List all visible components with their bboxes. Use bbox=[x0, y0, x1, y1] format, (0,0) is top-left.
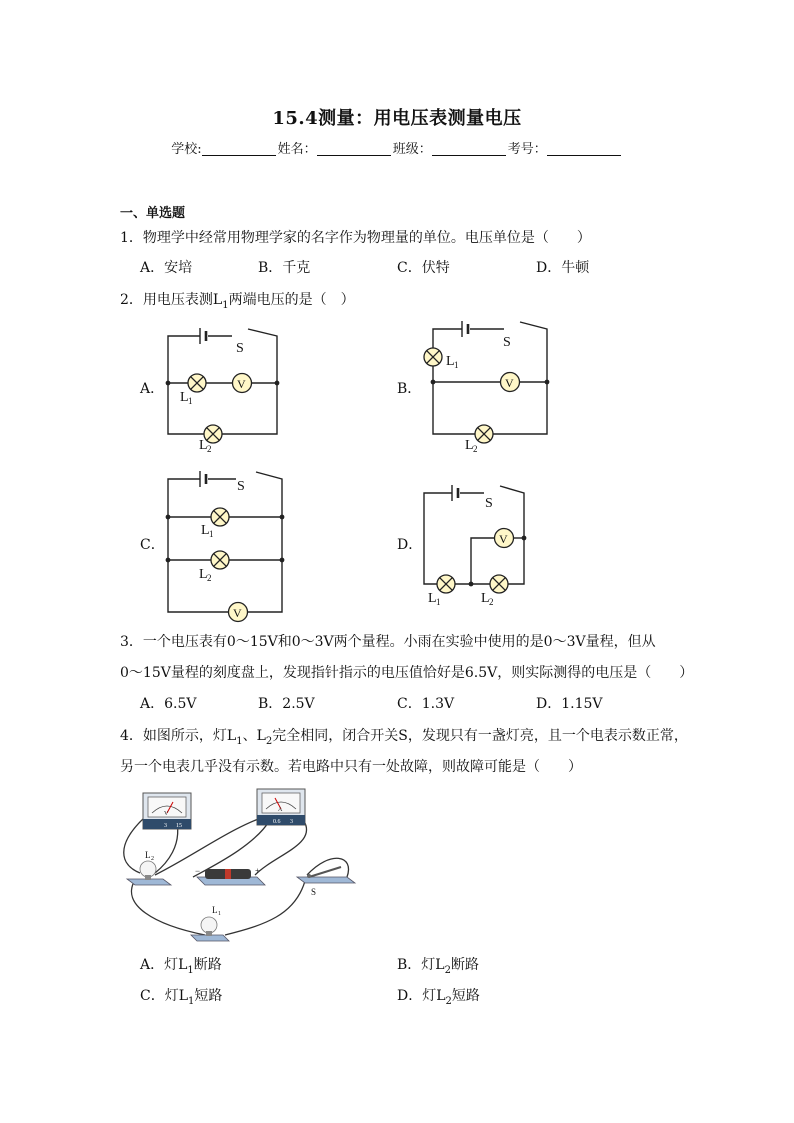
q4-option-b[interactable] bbox=[397, 955, 479, 981]
circuit-a bbox=[168, 328, 277, 434]
q4-option-a[interactable] bbox=[140, 955, 222, 981]
label-a-l1: L bbox=[180, 390, 189, 405]
q4-stem-l1: L bbox=[226, 728, 237, 744]
fig-l1-label: L bbox=[212, 905, 218, 915]
lamp-b-l2-icon bbox=[475, 425, 493, 443]
section-heading: 一、单选题 bbox=[120, 206, 186, 221]
q1-option-b[interactable]: B．千克 bbox=[258, 260, 311, 276]
q2-option-a[interactable]: A． bbox=[140, 381, 165, 397]
q4-d-sub: 2 bbox=[445, 995, 452, 1007]
q4-c-pre: C．灯 bbox=[140, 988, 179, 1004]
school-label: 学校: bbox=[171, 142, 202, 157]
q3-option-a[interactable]: A．6.5V bbox=[140, 696, 197, 712]
class-label: 班级： bbox=[392, 142, 432, 157]
switch-icon bbox=[297, 867, 355, 897]
lamp-d-l2-icon bbox=[490, 575, 508, 593]
name-label: 姓名： bbox=[277, 142, 317, 157]
q4-d-l: L bbox=[436, 988, 446, 1004]
label-d-l1: L bbox=[428, 591, 437, 606]
lamp-a-l1-icon bbox=[188, 374, 206, 392]
q4-a-l: L bbox=[178, 957, 188, 973]
q2-option-d[interactable]: D． bbox=[397, 537, 423, 553]
page-title: 15.4测量：用电压表测量电压 bbox=[272, 108, 522, 129]
label-c-l1-sub: 1 bbox=[209, 529, 214, 539]
q4-stem-p2: 完全相同，闭合开关S，发现只有一盏灯亮，且一个电表示数正常， bbox=[272, 728, 688, 744]
q2-stem-text: 2．用电压表测 bbox=[120, 292, 213, 308]
question-3-stem-line1: 3．一个电压表有0～15V和0～3V两个量程。小雨在实验中使用的是0～3V量程，但从 bbox=[120, 634, 656, 650]
question-4-stem-line2: 另一个电表几乎没有示数。若电路中只有一处故障，则故障可能是（ ） bbox=[120, 759, 582, 775]
q3-option-b[interactable]: B．2.5V bbox=[258, 696, 315, 712]
label-b-l2: L bbox=[465, 438, 474, 453]
q3-option-d[interactable]: D．1.15V bbox=[536, 696, 603, 712]
q4-option-d[interactable] bbox=[397, 986, 480, 1012]
fig-battery-plus: + bbox=[255, 866, 261, 876]
q1-option-c[interactable]: C．伏特 bbox=[397, 260, 450, 276]
voltmeter-device-icon bbox=[143, 793, 191, 829]
q4-stem-l2: L bbox=[256, 728, 266, 744]
bulb-l2-icon bbox=[127, 850, 171, 885]
label-a-v: V bbox=[237, 377, 246, 391]
bulb-l1-icon bbox=[191, 905, 229, 941]
label-b-v: V bbox=[505, 376, 514, 390]
circuit-c bbox=[168, 471, 282, 612]
label-c-s: S bbox=[237, 479, 245, 494]
q4-stem-sep: 、 bbox=[242, 728, 257, 744]
lamp-c-l2-icon bbox=[211, 551, 229, 569]
q2-stem-sub: 1 bbox=[222, 299, 229, 311]
circuit-b bbox=[433, 321, 547, 434]
q4-physical-circuit-figure bbox=[115, 785, 365, 950]
question-1-stem: 1．物理学中经常用物理学家的名字作为物理量的单位。电压单位是（ ） bbox=[120, 230, 591, 246]
q4-stem-l2-sub: 2 bbox=[265, 735, 273, 747]
label-c-l2: L bbox=[199, 567, 208, 582]
q4-stem-l1-sub: 1 bbox=[236, 735, 243, 747]
fig-battery-minus: − bbox=[195, 866, 201, 876]
label-a-l2: L bbox=[199, 438, 208, 453]
q4-b-post: 断路 bbox=[450, 957, 479, 973]
question-4-stem-line1 bbox=[120, 726, 688, 752]
q3-option-c[interactable]: C．1.3V bbox=[397, 696, 455, 712]
q4-c-l: L bbox=[178, 988, 189, 1004]
q4-b-pre: B．灯 bbox=[397, 957, 436, 973]
q2-option-c[interactable]: C． bbox=[140, 537, 165, 553]
label-d-l1-sub: 1 bbox=[436, 597, 441, 607]
label-d-l2: L bbox=[481, 591, 490, 606]
lamp-c-l1-icon bbox=[211, 508, 229, 526]
q4-c-post: 短路 bbox=[194, 988, 223, 1004]
q2-stem-L: L bbox=[212, 292, 223, 308]
ammeter-device-icon bbox=[257, 789, 305, 825]
fig-a-t3: 0.6 bbox=[273, 819, 281, 825]
q1-option-a[interactable]: A．安培 bbox=[140, 260, 193, 276]
fig-a-t4: 3 bbox=[290, 819, 293, 825]
q4-d-post: 短路 bbox=[451, 988, 480, 1004]
fig-l2-sub: 2 bbox=[151, 856, 154, 862]
q4-b-l: L bbox=[435, 957, 445, 973]
fig-switch-label: S bbox=[311, 887, 317, 897]
q2-option-b[interactable]: B． bbox=[397, 381, 422, 397]
fig-l1-sub: 1 bbox=[218, 911, 221, 917]
label-d-s: S bbox=[485, 496, 493, 511]
label-c-l1: L bbox=[201, 523, 210, 538]
q4-a-pre: A．灯 bbox=[140, 957, 179, 973]
label-a-s: S bbox=[236, 341, 244, 356]
label-a-l2-sub: 2 bbox=[207, 444, 212, 454]
exam-no-label: 考号： bbox=[507, 142, 547, 157]
label-a-l1-sub: 1 bbox=[188, 396, 193, 406]
q4-stem-p1: 4．如图所示，灯 bbox=[120, 728, 227, 744]
label-c-l2-sub: 2 bbox=[207, 573, 212, 583]
label-c-v: V bbox=[233, 606, 242, 620]
fig-l2-label: L bbox=[145, 850, 151, 860]
label-b-l2-sub: 2 bbox=[473, 444, 478, 454]
q4-c-sub: 1 bbox=[188, 995, 195, 1007]
label-d-l2-sub: 2 bbox=[489, 597, 494, 607]
lamp-b-l1-icon bbox=[424, 348, 442, 366]
fig-a-letter: A bbox=[278, 807, 283, 813]
battery-icon bbox=[195, 866, 265, 885]
q4-a-sub: 1 bbox=[187, 964, 194, 976]
lamp-d-l1-icon bbox=[437, 575, 455, 593]
q4-d-pre: D．灯 bbox=[397, 988, 437, 1004]
q2-stem-tail: 两端电压的是（ ） bbox=[228, 292, 355, 308]
label-b-l1-sub: 1 bbox=[454, 360, 459, 370]
q4-a-post: 断路 bbox=[193, 957, 222, 973]
fig-v-t1: 3 bbox=[164, 823, 167, 829]
label-b-s: S bbox=[503, 335, 511, 350]
label-b-l1: L bbox=[446, 354, 455, 369]
label-d-v: V bbox=[499, 532, 508, 546]
fig-v-letter: V bbox=[164, 811, 169, 817]
q4-option-c[interactable] bbox=[140, 986, 222, 1012]
q4-b-sub: 2 bbox=[444, 964, 451, 976]
fig-v-t2: 15 bbox=[176, 823, 182, 829]
question-3-stem-line2: 0～15V量程的刻度盘上，发现指针指示的电压值恰好是6.5V，则实际测得的电压是（ ） bbox=[120, 665, 694, 681]
q1-option-d[interactable]: D．牛顿 bbox=[536, 260, 590, 276]
